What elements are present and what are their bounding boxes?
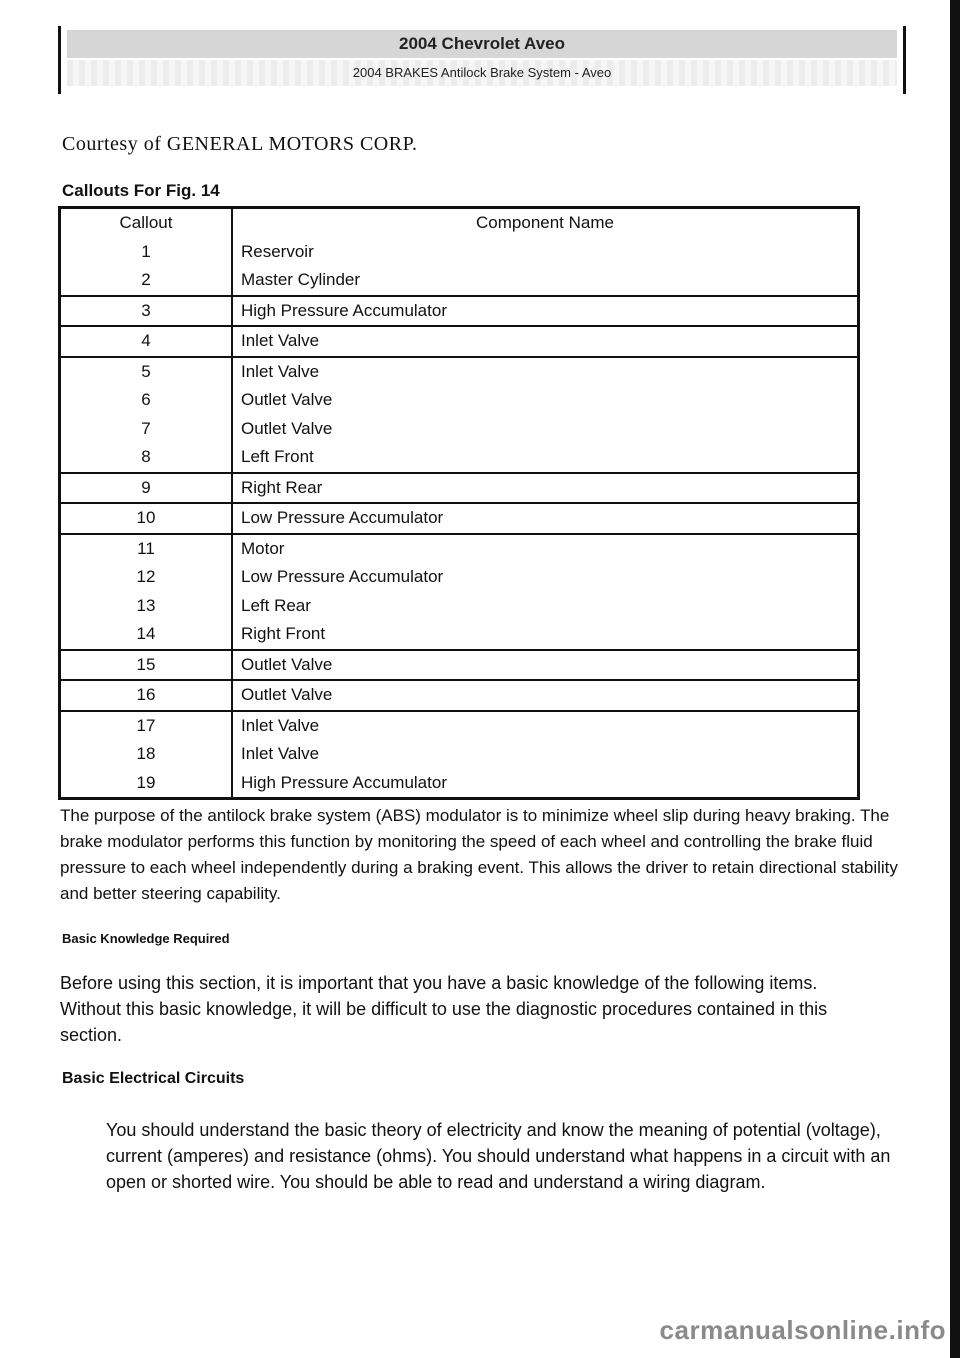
header-subtitle: 2004 BRAKES Antilock Brake System - Aveo — [67, 60, 897, 86]
circuits-heading: Basic Electrical Circuits — [62, 1070, 245, 1087]
component-name: Left Rear — [241, 595, 311, 615]
knowledge-paragraph: Before using this section, it is important that you have a basic knowledge of the following items. Without this basic knowledge, it will be difficult to use the diagnostic procedures contained in this section. — [60, 973, 828, 1045]
callout-number: 7 — [60, 415, 233, 444]
table-row — [60, 769, 859, 799]
table-row — [60, 296, 859, 327]
watermark: carmanualsonline.info — [659, 1315, 946, 1345]
callout-number: 10 — [60, 503, 233, 534]
table-row — [60, 620, 859, 650]
table-row — [60, 357, 859, 387]
table-row — [60, 680, 859, 711]
callout-number: 14 — [60, 620, 233, 650]
callout-number: 15 — [60, 650, 233, 681]
component-name: Low Pressure Accumulator — [232, 503, 859, 534]
table-row — [60, 443, 859, 473]
table-row — [60, 592, 859, 621]
table-row — [60, 740, 859, 769]
callouts-title: Callouts For Fig. 14 — [62, 181, 220, 200]
component-name: High Pressure Accumulator — [232, 296, 859, 327]
component-name: Inlet Valve — [241, 744, 320, 764]
component-name: Inlet Valve — [232, 326, 859, 357]
callout-number: 1 — [60, 238, 233, 267]
table-row — [60, 650, 859, 681]
callout-number: 4 — [60, 326, 233, 357]
callout-number: 12 — [60, 563, 233, 592]
callout-number: 9 — [60, 473, 233, 504]
table-row — [60, 386, 859, 415]
component-name: Motor — [232, 534, 859, 564]
component-name: Outlet Valve — [241, 418, 333, 438]
table-row — [60, 711, 859, 741]
header-title: 2004 Chevrolet Aveo — [67, 30, 897, 58]
table-row — [60, 503, 859, 534]
component-name: Low Pressure Accumulator — [241, 567, 444, 587]
component-name: Outlet Valve — [232, 680, 859, 711]
component-name: Outlet Valve — [232, 650, 859, 681]
component-name: High Pressure Accumulator — [241, 772, 447, 792]
component-name: Master Cylinder — [241, 270, 361, 290]
abs-purpose-paragraph: The purpose of the antilock brake system (ABS) modulator is to minimize wheel slip during heavy braking. The brake modulator performs this function by monitoring the speed of each wheel and controlling the brake fluid pressure to each wheel independently during a braking event. This allows the driver to retain directional stability and better steering capability. — [60, 806, 898, 903]
component-name: Right Rear — [232, 473, 859, 504]
callouts-table-body — [60, 238, 859, 799]
callout-number: 5 — [60, 357, 233, 387]
component-name: Right Front — [241, 624, 326, 644]
callout-number: 19 — [60, 769, 233, 799]
callout-number: 2 — [60, 266, 233, 296]
callouts-table — [58, 206, 860, 800]
callout-number: 18 — [60, 740, 233, 769]
callout-number: 16 — [60, 680, 233, 711]
table-row — [60, 534, 859, 564]
component-name: Inlet Valve — [232, 357, 859, 387]
table-row — [60, 563, 859, 592]
knowledge-heading: Basic Knowledge Required — [62, 931, 230, 946]
callout-number: 13 — [60, 592, 233, 621]
circuits-paragraph: You should understand the basic theory of electricity and know the meaning of potential (voltage), current (amperes) and resistance (ohms). You should understand what happens in a circuit with an open or shorted wire. You should be able to read and understand a wiring diagram. — [106, 1120, 891, 1192]
callout-number: 8 — [60, 443, 233, 473]
component-name: Inlet Valve — [232, 711, 859, 741]
table-row — [60, 238, 859, 267]
page-edge-bar — [950, 0, 960, 1358]
table-row — [60, 415, 859, 444]
courtesy-line: Courtesy of GENERAL MOTORS CORP. — [62, 133, 418, 155]
callout-number: 3 — [60, 296, 233, 327]
column-header-callout: Callout — [60, 208, 233, 238]
document-header — [58, 26, 906, 94]
callout-number: 17 — [60, 711, 233, 741]
table-row — [60, 473, 859, 504]
component-name: Outlet Valve — [241, 390, 333, 410]
table-row — [60, 266, 859, 296]
table-row — [60, 326, 859, 357]
component-name: Reservoir — [241, 241, 314, 261]
component-name: Left Front — [241, 447, 314, 467]
column-header-component: Component Name — [476, 213, 614, 233]
table-header-row — [60, 208, 859, 238]
callout-number: 6 — [60, 386, 233, 415]
callout-number: 11 — [60, 534, 233, 564]
